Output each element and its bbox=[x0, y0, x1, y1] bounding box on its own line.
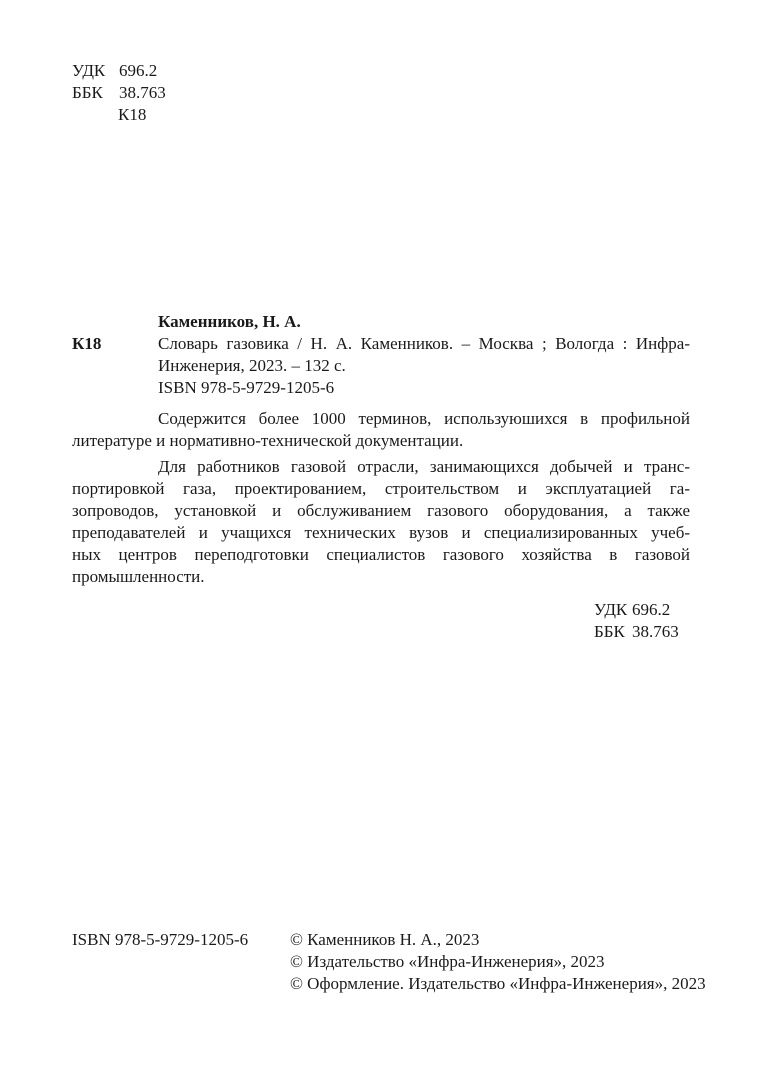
udk-code-bottom bbox=[594, 599, 670, 621]
bbk-label: ББК bbox=[594, 622, 625, 641]
annotation-paragraph-2 bbox=[72, 456, 690, 588]
annotation-p2-line-2: портировкой газа, проектированием, строительством и эксплуатацией га- bbox=[72, 479, 690, 498]
annotation-p2-line-4: преподавателей и учащихся технических вузов и специализированных учеб- bbox=[72, 523, 690, 542]
udk-value: 696.2 bbox=[119, 61, 158, 80]
isbn-record: ISBN 978-5-9729-1205-6 bbox=[158, 378, 335, 397]
bibliographic-description bbox=[158, 333, 690, 355]
bbk-value: 38.763 bbox=[632, 622, 679, 641]
copyright-publisher: © Издательство «Инфра-Инженерия», 2023 bbox=[290, 952, 605, 971]
cutter-code-top: К18 bbox=[118, 105, 147, 124]
annotation-p1-line-2: литературе и нормативно-технической документации. bbox=[72, 431, 464, 450]
udk-value: 696.2 bbox=[632, 600, 671, 619]
isbn-imprint: ISBN 978-5-9729-1205-6 bbox=[72, 930, 249, 949]
annotation-p2-line-1: Для работников газовой отрасли, занимающихся добычей и транс- bbox=[158, 457, 690, 476]
udk-label: УДК bbox=[72, 61, 106, 80]
description-line-1: Словарь газовика / Н. А. Каменников. – Москва ; Вологда : Инфра- bbox=[158, 334, 690, 353]
annotation-p1-line-1: Содержится более 1000 терминов, используюшихся в профильной bbox=[158, 409, 690, 428]
bbk-value: 38.763 bbox=[119, 83, 166, 102]
bbk-label: ББК bbox=[72, 83, 103, 102]
bbk-code-bottom bbox=[594, 621, 679, 643]
udk-label: УДК bbox=[594, 600, 628, 619]
author-heading: Каменников, Н. А. bbox=[158, 312, 301, 331]
cutter-code-bold: К18 bbox=[72, 334, 102, 353]
annotation-p2-line-6: промышленности. bbox=[72, 567, 205, 586]
bbk-code-top bbox=[72, 82, 166, 104]
udk-code-top bbox=[72, 60, 157, 82]
description-line-2: Инженерия, 2023. – 132 с. bbox=[158, 356, 346, 375]
annotation-p2-line-5: ных центров переподготовки специалистов газового хозяйства в газовой bbox=[72, 545, 690, 564]
annotation-paragraph-1 bbox=[72, 408, 690, 452]
copyright-author: © Каменников Н. А., 2023 bbox=[290, 930, 480, 949]
annotation-p2-line-3: зопроводов, установкой и обслуживанием газового оборудования, а также bbox=[72, 501, 690, 520]
copyright-design: © Оформление. Издательство «Инфра-Инженерия», 2023 bbox=[290, 974, 706, 993]
